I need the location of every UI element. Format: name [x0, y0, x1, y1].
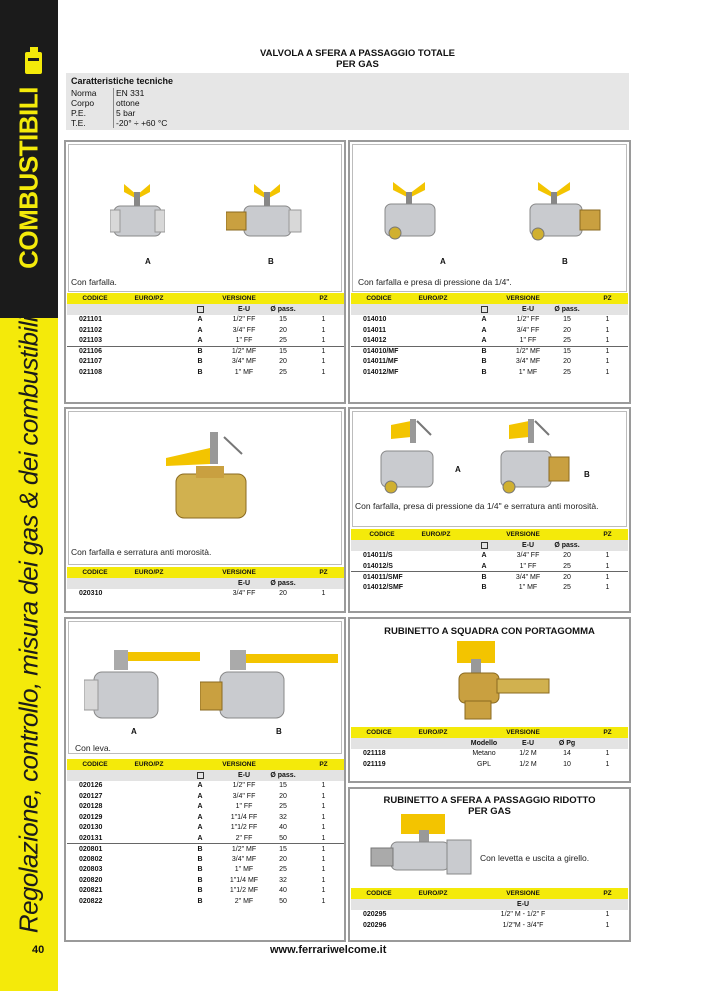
product-table-angle: CODICE EURO/PZ VERSIONE PZ Modello E-U Ø Pg 021118 Metano 1/2 M 14 1 021119 GPL 1/2 M 10 1 [351, 727, 628, 770]
table-row: 021103 A 1" FF 25 1 [79, 337, 326, 344]
checkbox-icon [481, 306, 488, 313]
checkbox-icon [197, 772, 204, 779]
product-description: Con farfalla e presa di pressione da 1/4". [358, 277, 512, 287]
table-row: 020803 B 1" MF 25 1 [79, 866, 326, 874]
table-row: 014012 A 1" FF 25 1 [363, 337, 610, 344]
table-row: 020129 A 1"1/4 FF 32 1 [79, 813, 326, 821]
table-row: 021102 A 3/4" FF 20 1 [79, 326, 326, 334]
sidebar-category-title: COMBUSTIBILI [13, 87, 44, 269]
variant-label-a: A [131, 727, 137, 736]
valve-lock-image [166, 422, 256, 522]
variant-label-a: A [145, 257, 151, 266]
valve-butterfly-a-image [110, 180, 165, 242]
variant-label-a: A [455, 465, 461, 474]
spec-label: Corpo [71, 98, 95, 108]
table-row: 020801 B 1/2" MF 15 1 [67, 844, 344, 855]
product-table-020310: CODICE EURO/PZ VERSIONE PZ E-U Ø pass. 020310 3/4" FF 20 1 [67, 567, 344, 599]
table-row: 014011/S A 3/4" FF 20 1 [363, 552, 610, 560]
table-row: 014010 A 1/2" FF 15 1 [363, 316, 610, 324]
checkbox-icon [481, 542, 488, 549]
variant-label-b: B [276, 727, 282, 736]
fuel-canister-icon [22, 46, 46, 76]
table-row: 020310 3/4" FF 20 1 [79, 590, 326, 598]
product-table-lever: CODICE EURO/PZ VERSIONE PZ E-U Ø pass. 020126 A 1/2" FF 15 1 020127 A 3/4" FF 20 1 020128 A 1" FF 25 1 020129 A 1"1/4 FF 32 1 020130 A 1"1/2 FF 40 1 020131 A 2" FF 50 1 020801 B 1/2" MF 15 1 020802 B 3/4" MF 20 1 020803 B 1" MF 25 1 020820 B 1"1/4 MF 32 1 020821 B 1"1/2 MF 40 1 020822 B 2" MF 50 1 [67, 759, 344, 907]
page-title: VALVOLA A SFERA A PASSAGGIO TOTALE PER GAS [260, 48, 455, 70]
table-row: 020128 A 1" FF 25 1 [79, 803, 326, 811]
product-description: Con farfalla, presa di pressione da 1/4" e serratura anti morosità. [355, 501, 599, 511]
reduced-valve-title: RUBINETTO A SFERA A PASSAGGIO RIDOTTO PER GAS [383, 795, 596, 817]
variant-label-b: B [584, 470, 590, 479]
table-row: 014011 A 3/4" FF 20 1 [363, 326, 610, 334]
angle-valve-image [453, 639, 553, 721]
specs-heading: Caratteristiche tecniche [71, 76, 174, 86]
spec-value: 5 bar [113, 108, 135, 118]
valve-butterfly-b-image [226, 180, 311, 242]
spec-value: -20° ÷ +60 °C [113, 118, 167, 128]
valve-lock-pressure-b-image [497, 415, 577, 495]
product-table-014-s: CODICE EURO/PZ VERSIONE PZ E-U Ø pass. 014011/S A 3/4" FF 20 1 014012/S A 1" FF 25 1 014011/SMF B 3/4" MF 20 1 014012/SMF B 1" MF 25 1 [351, 529, 628, 593]
table-row: 020802 B 3/4" MF 20 1 [79, 855, 326, 863]
reduced-valve-image [367, 812, 475, 880]
table-row: 021107 B 3/4" MF 20 1 [79, 358, 326, 366]
spec-label: P.E. [71, 108, 86, 118]
table-row: 020131 A 2" FF 50 1 [79, 834, 326, 842]
table-row: 021106 B 1/2" MF 15 1 [67, 346, 344, 357]
table-row: 021118 Metano 1/2 M 14 1 [363, 750, 610, 758]
table-row: 020296 1/2"M - 3/4"F 1 [363, 921, 610, 929]
product-description: Con farfalla. [71, 277, 117, 287]
table-row: 014010/MF B 1/2" MF 15 1 [351, 346, 628, 357]
table-row: 021101 A 1/2" FF 15 1 [79, 316, 326, 324]
table-row: 014012/MF B 1" MF 25 1 [363, 368, 610, 376]
table-row: 020295 1/2" M - 1/2" F 1 [363, 911, 610, 919]
valve-pressure-b-image [522, 178, 607, 246]
spec-label: Norma [71, 88, 97, 98]
spec-value: ottone [113, 98, 140, 108]
product-description: Con leva. [75, 743, 111, 753]
product-table-reduced: CODICE EURO/PZ VERSIONE PZ E-U 020295 1/2" M - 1/2" F 1 020296 1/2"M - 3/4"F 1 [351, 888, 628, 931]
table-row: 014011/SMF B 3/4" MF 20 1 [351, 572, 628, 583]
valve-lock-pressure-a-image [377, 415, 452, 495]
page-number: 40 [32, 944, 45, 956]
table-row: 014012/S A 1" FF 25 1 [363, 562, 610, 570]
variant-label-b: B [562, 257, 568, 266]
table-row: 020821 B 1"1/2 MF 40 1 [79, 887, 326, 895]
product-description: Con levetta e uscita a girello. [480, 853, 590, 863]
table-row: 020126 A 1/2" FF 15 1 [79, 782, 326, 790]
checkbox-icon [197, 306, 204, 313]
table-row: 020820 B 1"1/4 MF 32 1 [79, 876, 326, 884]
valve-lever-b-image [200, 644, 340, 726]
website-link[interactable]: www.ferrariwelcome.it [270, 944, 387, 956]
variant-label-b: B [268, 257, 274, 266]
product-table-014: CODICE EURO/PZ VERSIONE PZ E-U Ø pass. 014010 A 1/2" FF 15 1 014011 A 3/4" FF 20 1 014012 A 1" FF 25 1 014010/MF B 1/2" MF 15 1 014011/MF B 3/4" MF 20 1 014012/MF B 1" MF 25 1 [351, 293, 628, 378]
variant-label-a: A [440, 257, 446, 266]
table-row: 014011/MF B 3/4" MF 20 1 [363, 358, 610, 366]
spec-label: T.E. [71, 118, 86, 128]
valve-lever-a-image [84, 644, 202, 726]
valve-pressure-a-image [375, 178, 443, 246]
table-row: 021108 B 1" MF 25 1 [79, 368, 326, 376]
technical-specs [66, 73, 629, 130]
table-row: 020127 A 3/4" FF 20 1 [79, 792, 326, 800]
product-description: Con farfalla e serratura anti morosità. [71, 547, 212, 557]
spec-value: EN 331 [113, 88, 144, 98]
table-row: 020130 A 1"1/2 FF 40 1 [79, 824, 326, 832]
table-row: 014012/SMF B 1" MF 25 1 [363, 583, 610, 591]
table-row: 021119 GPL 1/2 M 10 1 [363, 760, 610, 768]
table-row: 020822 B 2" MF 50 1 [79, 897, 326, 905]
product-table-021: CODICE EURO/PZ VERSIONE PZ E-U Ø pass. 021101 A 1/2" FF 15 1 021102 A 3/4" FF 20 1 021103 A 1" FF 25 1 021106 B 1/2" MF 15 1 021107 B 3/4" MF 20 1 021108 B 1" MF 25 1 [67, 293, 344, 378]
sidebar-section-title: Regolazione, controllo, misura dei gas & dei combustibili [13, 316, 44, 934]
angle-valve-title: RUBINETTO A SQUADRA CON PORTAGOMMA [384, 626, 595, 637]
